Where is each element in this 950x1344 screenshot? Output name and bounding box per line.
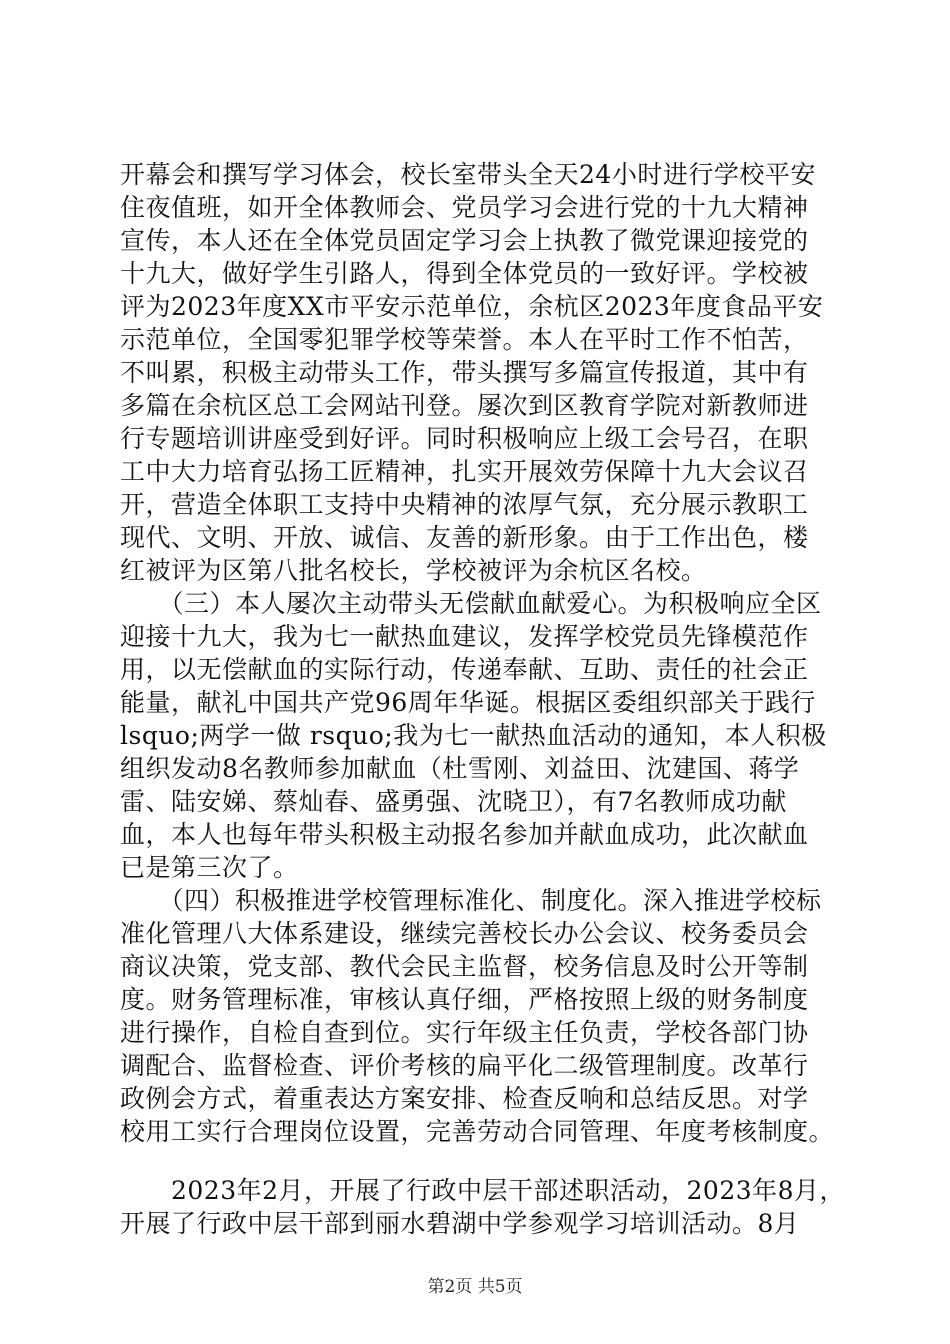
text-line: 2023年2月，开展了行政中层干部述职活动，2023年8月， <box>120 1176 846 1205</box>
text-line: 评为2023年度XX市平安示范单位，余杭区2023年度食品平安 <box>120 292 824 321</box>
text-line: 雷、陆安娣、蔡灿春、盛勇强、沈晓卫），有7名教师成功献 <box>120 787 787 816</box>
page-footer: 第2页 共5页 <box>427 1277 523 1297</box>
text-line: 血，本人也每年带头积极主动报名参加并献血成功，此次献血 <box>120 820 809 849</box>
text-line: 开幕会和撰写学习体会，校长室带头全天24小时进行学校平安 <box>120 160 816 189</box>
text-line: 示范单位，全国零犯罪学校等荣誉。本人在平时工作不怕苦， <box>120 325 809 354</box>
text-line: 不叫累，积极主动带头工作，带头撰写多篇宣传报道，其中有 <box>120 358 809 387</box>
text-line: 能量，献礼中国共产党96周年华诞。根据区委组织部关于践行 <box>120 688 816 717</box>
text-line: 已是第三次了。 <box>120 853 299 882</box>
text-line: 开，营造全体职工支持中央精神的浓厚气氛，充分展示教职工 <box>120 490 809 519</box>
text-line: （四）积极推进学校管理标准化、制度化。深入推进学校标 <box>120 886 822 915</box>
text-line: 用，以无偿献血的实际行动，传递奉献、互助、责任的社会正 <box>120 655 809 684</box>
text-line: 现代、文明、开放、诚信、友善的新形象。由于工作出色，楼 <box>120 523 809 552</box>
text-line: （三）本人屡次主动带头无偿献血献爱心。为积极响应全区 <box>120 589 822 618</box>
text-line: 准化管理八大体系建设，继续完善校长办公会议、校务委员会 <box>120 919 809 948</box>
text-line: 红被评为区第八批名校长，学校被评为余杭区名校。 <box>120 556 707 585</box>
text-line: 行专题培训讲座受到好评。同时积极响应上级工会号召，在职 <box>120 424 809 453</box>
text-line: 组织发动8名教师参加献血（杜雪刚、刘益田、沈建国、蒋学 <box>120 754 800 783</box>
text-line: 调配合、监督检查、评价考核的扁平化二级管理制度。改革行 <box>120 1051 809 1080</box>
text-line: 工中大力培育弘扬工匠精神，扎实开展效劳保障十九大会议召 <box>120 457 809 486</box>
text-line: 住夜值班，如开全体教师会、党员学习会进行党的十九大精神 <box>120 193 809 222</box>
text-line: 政例会方式，着重表达方案安排、检查反响和总结反思。对学 <box>120 1084 809 1113</box>
text-line: 十九大，做好学生引路人，得到全体党员的一致好评。学校被 <box>120 259 809 288</box>
text-line: 进行操作，自检自查到位。实行年级主任负责，学校各部门协 <box>120 1018 809 1047</box>
text-line: 校用工实行合理岗位设置，完善劳动合同管理、年度考核制度。 <box>120 1117 835 1146</box>
text-line: 商议决策，党支部、教代会民主监督，校务信息及时公开等制 <box>120 952 809 981</box>
text-line: 宣传，本人还在全体党员固定学习会上执教了微党课迎接党的 <box>120 226 809 255</box>
text-line: 开展了行政中层干部到丽水碧湖中学参观学习培训活动。8月 <box>120 1209 800 1238</box>
text-line: 多篇在余杭区总工会网站刊登。屡次到区教育学院对新教师进 <box>120 391 809 420</box>
text-line: 迎接十九大，我为七一献热血建议，发挥学校党员先锋模范作 <box>120 622 809 651</box>
text-line: lsquo;两学一做 rsquo;我为七一献热血活动的通知，本人积极 <box>120 721 827 750</box>
text-line: 度。财务管理标准，审核认真仔细，严格按照上级的财务制度 <box>120 985 809 1014</box>
